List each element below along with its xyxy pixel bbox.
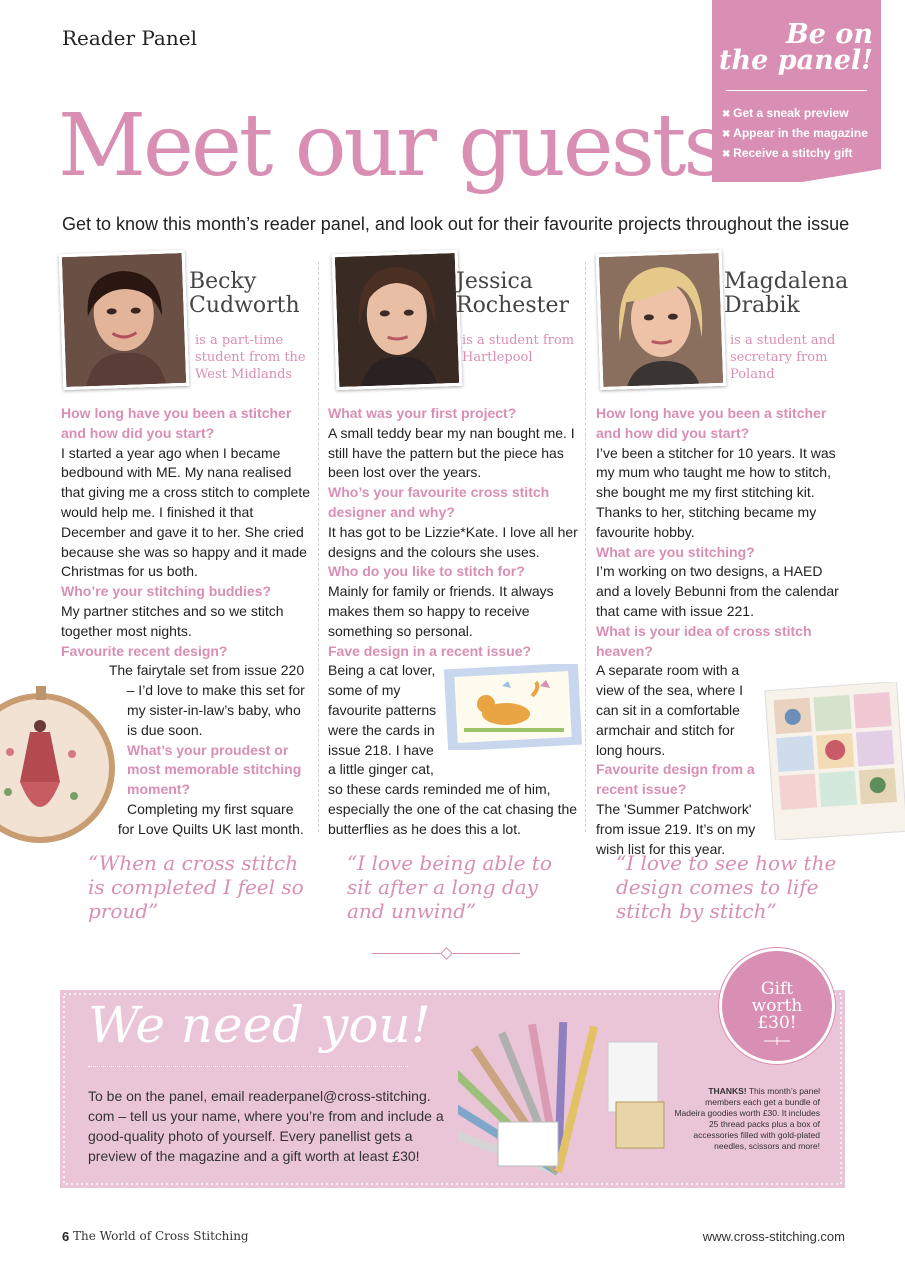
answer: A small teddy bear my nan bought me. I still have the pattern but the piece has been lost over the years. <box>328 424 575 481</box>
question: What’s your proudest or most memorable stitching moment? <box>127 741 302 798</box>
patchwork-sampler-image <box>764 682 905 840</box>
answer: A separate room with a view of the sea, where I can sit in a comfortable armchair and stitch for long hours. <box>596 662 744 758</box>
flag-benefit: ✖ Appear in the magazine <box>722 124 868 144</box>
flag-divider <box>726 90 867 91</box>
answer: I’m working on two designs, a HAED and a lovely Bebunni from the calendar that came with issue 221. <box>596 563 839 619</box>
jessica-photo <box>332 250 463 390</box>
panelist-description: is a student and secretary from Poland <box>730 333 836 382</box>
badge-line1: Gift <box>760 979 794 999</box>
answer: Being a cat lover, some of my favourite patterns were the cards in issue 218. I have a little ginger cat, so these cards reminded me of him, especially the one of the cat chasing the butterflies as he does this a lot. <box>328 662 578 837</box>
intro-text: Get to know this month’s reader panel, and look out for their favourite projects throughout the issue <box>62 214 850 234</box>
flag-benefits-list <box>722 104 868 164</box>
question: Favourite design from a recent issue? <box>596 761 755 798</box>
question: How long have you been a stitcher and how did you start? <box>596 405 827 441</box>
page-number: 6 <box>62 1229 70 1244</box>
question: Who do you like to stitch for? <box>328 563 525 580</box>
panelist-first-name: Jessica <box>456 269 533 294</box>
answer: My partner stitches and so we stitch together most nights. <box>61 602 284 639</box>
flag-title-line2: the panel! <box>719 45 873 76</box>
panelist-first-name: Magdalena <box>724 269 849 294</box>
thanks-note <box>674 1086 820 1152</box>
answer: It has got to be Lizzie*Kate. I love all her designs and the colours she uses. <box>328 523 578 560</box>
gift-badge <box>719 948 835 1064</box>
portrait-image <box>599 253 723 387</box>
badge-line3: £30! <box>757 1013 797 1033</box>
answer: I’ve been a stitcher for 10 years. It was my mum who taught me how to stitch, she bought me my first stitching kit. Thanks to her, stitching became my favourite hobby. <box>596 444 836 540</box>
flag-notch <box>712 169 881 183</box>
portrait-image <box>62 253 186 387</box>
column-divider <box>585 262 586 832</box>
panelist-last-name: Rochester <box>456 293 569 318</box>
badge-line2: worth <box>751 996 803 1016</box>
need-body-text: To be on the panel, email readerpanel@cross-stitching. com – tell us your name, where you’re from and include a good-quality photo of yourself. Every panellist gets a preview of the magazine and a gift worth at least £30! <box>88 1088 444 1164</box>
answer: I started a year ago when I became bedbound with ME. My nana realised that giving me a cross stitch to complete would help me. I finished it that December and gave it to her. She cried because she was so happy and it made Christmas for us both. <box>61 444 310 580</box>
column-divider <box>318 262 319 832</box>
footer-url[interactable]: www.cross-stitching.com <box>702 1229 845 1244</box>
answer: The fairytale set from issue 220 – I’d love to make this set for my sister-in-law’s baby, who is due soon. <box>108 662 305 738</box>
need-title-underline <box>88 1066 408 1067</box>
flag-benefit: ✖ Receive a stitchy gift <box>722 144 868 164</box>
panelist-last-name: Cudworth <box>189 293 300 318</box>
panelist-last-name: Drabik <box>724 293 800 318</box>
answer: The 'Summer Patchwork' from issue 219. It’s on my wish list for this year. <box>596 800 756 857</box>
question: What was your first project? <box>328 405 517 421</box>
becky-photo <box>59 250 190 390</box>
question: Who’s your favourite cross stitch designer and why? <box>328 484 550 520</box>
panelist-quote: “When a cross stitch is completed I feel so proud” <box>88 851 304 923</box>
badge-flourish-icon <box>762 1035 792 1047</box>
answer: Completing my first square for Love Quilts UK last month. <box>117 800 304 837</box>
answer: Mainly for family or friends. It always makes them so happy to receive something so personal. <box>328 583 554 639</box>
question: What are you stitching? <box>596 543 755 560</box>
question: Fave design in a recent issue? <box>328 642 532 659</box>
be-on-panel-flag <box>712 0 881 182</box>
question: Favourite recent design? <box>61 642 228 659</box>
need-title: We need you! <box>88 996 431 1054</box>
flag-benefit: ✖ Get a sneak preview <box>722 104 868 124</box>
flag-title-line1: Be on <box>785 19 873 50</box>
panelist-description: is a part-time student from the West Midlands <box>195 333 306 382</box>
section-label: Reader Panel <box>62 26 197 50</box>
panelist-quote: “I love to see how the design comes to life stitch by stitch” <box>616 851 837 923</box>
portrait-image <box>335 253 459 387</box>
question: How long have you been a stitcher and how did you start? <box>61 405 292 441</box>
page-headline: Meet our guests <box>58 96 725 196</box>
cat-card-image <box>444 664 582 750</box>
divider-diamond <box>440 947 453 960</box>
panelist-first-name: Becky <box>189 269 257 294</box>
thanks-text: This month’s panel members each get a bundle of Madeira goodies worth £30. It includes 25 thread packs plus a box of accessories filled with gold-plated needles, scissors and more! <box>674 1086 820 1151</box>
panelist-quote: “I love being able to sit after a long day and unwind” <box>347 851 552 923</box>
madeira-goodies-image <box>458 1002 668 1182</box>
magdalena-photo <box>596 250 727 390</box>
thanks-bold: THANKS! <box>708 1086 747 1096</box>
panelist-description: is a student from Hartlepool <box>462 333 575 365</box>
question: What is your idea of cross stitch heaven? <box>596 622 812 659</box>
question: Who’re your stitching buddies? <box>61 583 271 600</box>
magazine-name: The World of Cross Stitching <box>73 1229 249 1243</box>
embroidery-hoop-image <box>0 682 122 852</box>
panelist-qa <box>328 404 578 840</box>
